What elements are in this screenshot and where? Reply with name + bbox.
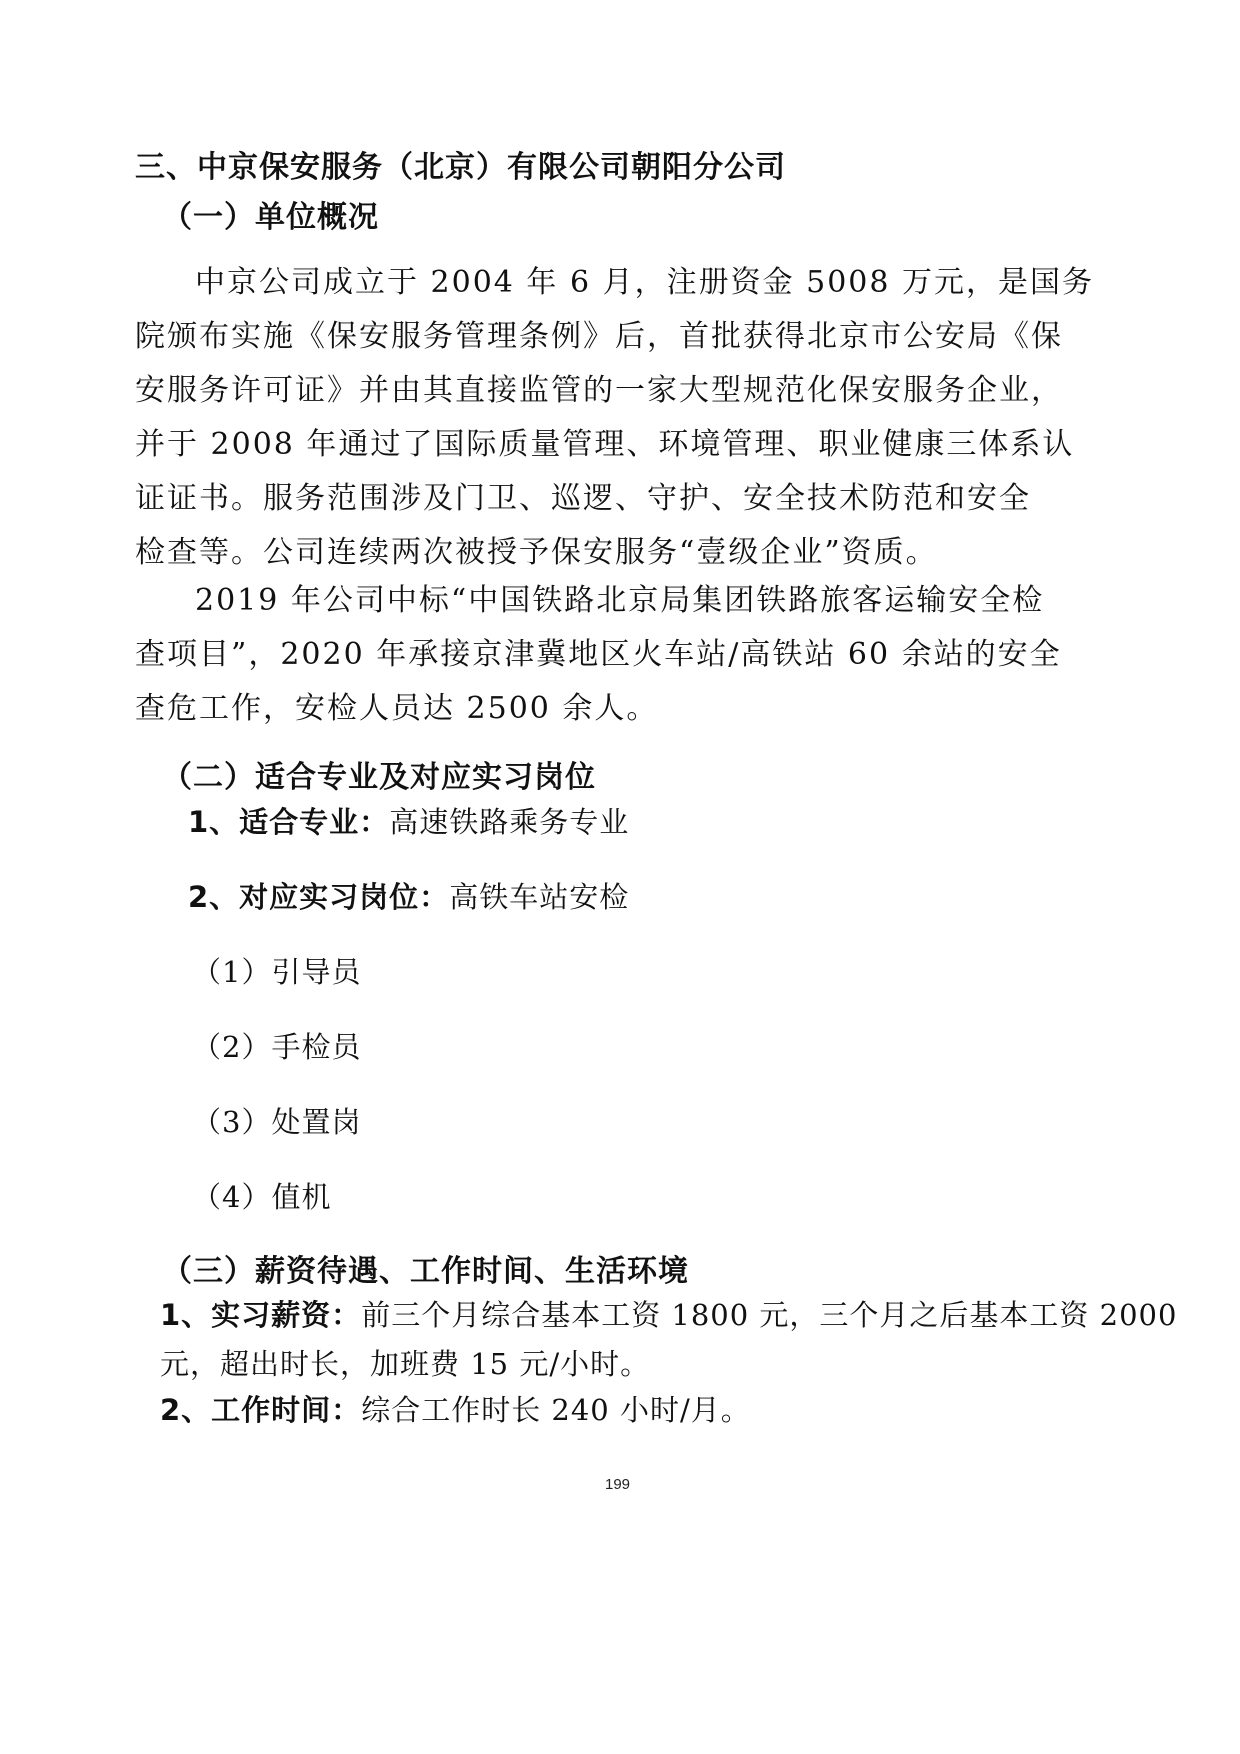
position-item: （1）引导员 (192, 955, 362, 989)
salary-line-1 (160, 1293, 1177, 1334)
paragraph-line: 查项目”，2020 年承接京津冀地区火车站/高铁站 60 余站的安全 (135, 637, 1062, 672)
subsection-title-majors: （二）适合专业及对应实习岗位 (162, 760, 596, 795)
working-hours (160, 1388, 751, 1429)
salary-label: 1、实习薪资： (160, 1298, 362, 1332)
internship-post-value: 高铁车站安检 (449, 880, 630, 914)
paragraph-line: 并于 2008 年通过了国际质量管理、环境管理、职业健康三体系认 (135, 427, 1075, 462)
working-hours-label: 2、工作时间： (160, 1393, 362, 1427)
paragraph-line: 院颁布实施《保安服务管理条例》后，首批获得北京市公安局《保 (135, 319, 1063, 354)
position-item: （2）手检员 (192, 1030, 362, 1064)
internship-post-label: 2、对应实习岗位： (188, 880, 450, 914)
paragraph-line: 2019 年公司中标“中国铁路北京局集团铁路旅客运输安全检 (195, 583, 1045, 618)
suitable-major-label: 1、适合专业： (188, 805, 390, 839)
subsection-title-overview: （一）单位概况 (162, 200, 379, 235)
subsection-title-salary: （三）薪资待遇、工作时间、生活环境 (162, 1254, 689, 1289)
suitable-major-value: 高速铁路乘务专业 (389, 805, 630, 839)
paragraph-line: 查危工作，安检人员达 2500 余人。 (135, 691, 659, 726)
position-item: （3）处置岗 (192, 1105, 362, 1139)
salary-line-2: 元，超出时长，加班费 15 元/小时。 (160, 1347, 651, 1381)
section-title: 三、中京保安服务（北京）有限公司朝阳分公司 (135, 150, 786, 185)
paragraph-line: 安服务许可证》并由其直接监管的一家大型规范化保安服务企业， (135, 373, 1063, 408)
overview-paragraph-1 (135, 256, 1094, 580)
salary-value: 前三个月综合基本工资 1800 元，三个月之后基本工资 2000 (361, 1298, 1178, 1332)
working-hours-value: 综合工作时长 240 小时/月。 (361, 1393, 751, 1427)
internship-post (188, 875, 629, 916)
suitable-major (188, 800, 629, 841)
paragraph-line: 中京公司成立于 2004 年 6 月，注册资金 5008 万元，是国务 (195, 265, 1094, 300)
page-number: 199 (605, 1476, 631, 1493)
paragraph-line: 检查等。公司连续两次被授予保安服务“壹级企业”资质。 (135, 535, 938, 570)
paragraph-line: 证证书。服务范围涉及门卫、巡逻、守护、安全技术防范和安全 (135, 481, 1031, 516)
position-item: （4）值机 (192, 1180, 332, 1214)
overview-paragraph-2 (135, 574, 1062, 736)
